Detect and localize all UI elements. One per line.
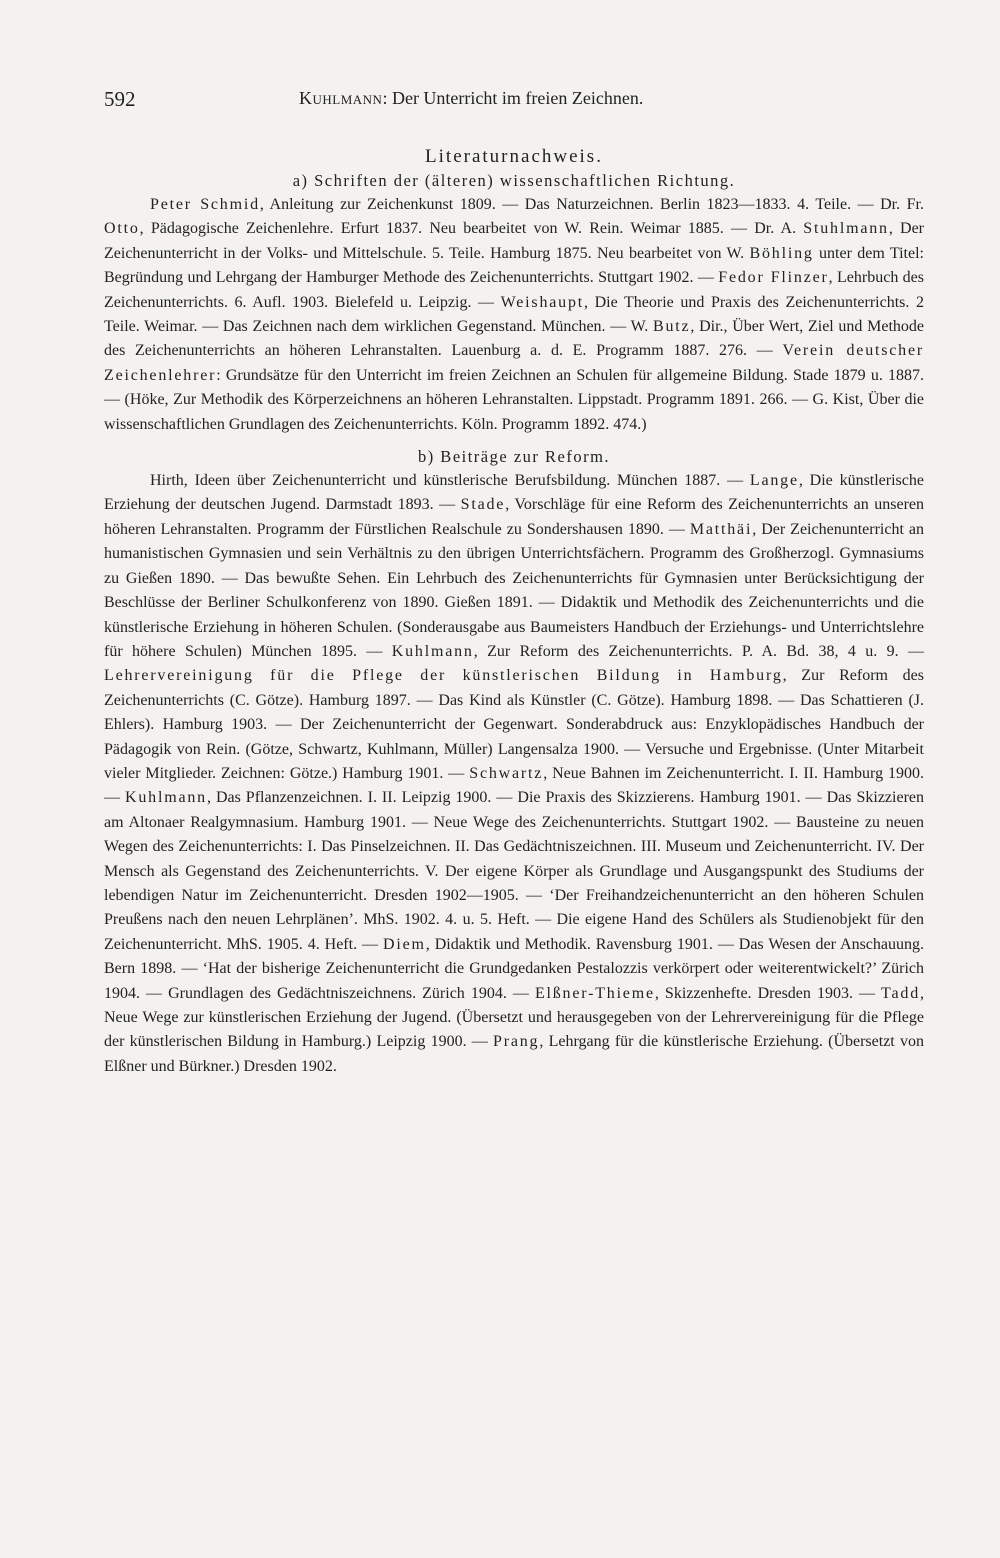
spaced-name: Elßner-Thieme	[534, 984, 655, 1002]
spaced-name: Fedor Flinzer	[718, 269, 829, 287]
running-title-rest: : Der Unterricht im freien Zeichnen.	[382, 88, 644, 108]
subheading-b: b) Beiträge zur Reform.	[417, 447, 611, 467]
text-run: , Der Zeichenunterricht in der Volks- und Mittelschule. 5. Teile. Hamburg 1875. Neu bearbeitet von W.	[104, 220, 925, 262]
spaced-name: Diem	[383, 935, 426, 953]
text-run: unter dem Titel: Begründung und Lehrgang der Hamburger Methode des Zeichenunterrichts. Stuttgart 1902. —	[104, 244, 924, 287]
spaced-name: Otto	[104, 220, 140, 238]
running-header	[104, 87, 924, 117]
spaced-name: Schwartz	[469, 764, 544, 782]
text-run: , Lehrgang für die künstlerische Erziehung. (Übersetzt von Elßner und Bürkner.) Dresden 1902.	[104, 1033, 924, 1075]
text-run: , Pädagogische Zeichenlehre. Erfurt 1837. Neu bearbeitet von W. Rein. Weimar 1885. — Dr. A.	[139, 220, 804, 238]
text-run: , Das Pflanzenzeichnen. I. II. Leipzig 1900. — Die Praxis des Skizzierens. Hamburg 1901. — Das Skizzieren am Altonaer Realgymnasium. Hamburg 1901. — Neue Wege des Zeichenunterrichts. Stuttgart 1902. — Bausteine zu neuen Wegen des Zeichenunterrichts: I. Das Pinselzeichnen. II. Das Gedächtniszeichnen. III. Museum und Zeichenunterricht. IV. Der Mensch als Gegenstand des Zeichenunterrichts. V. Der eigene Körper als Grundlage und Ausgangspunkt des Studiums der lebendigen Natur im Zeichenunterricht. Dresden 1902—1905. — ‘Der Freihandzeichenunterricht an den höheren Schulen Preußens nach den neuen Lehrplänen’. MhS. 1902. 4. u. 5. Heft. — Die eigene Hand des Schülers als Studienobjekt für den Zeichenunterricht. MhS. 1905. 4. Heft. —	[104, 789, 925, 953]
text-run: Hirth, Ideen über Zeichenunterricht und künstlerische Berufsbildung. München 1887. —	[150, 472, 750, 490]
running-title-author: Kuhlmann	[299, 88, 383, 108]
running-title	[299, 88, 643, 109]
spaced-name: Weishaupt	[500, 293, 584, 311]
spaced-name: Stade	[460, 496, 506, 514]
spaced-name: Peter Schmid	[150, 196, 260, 213]
spaced-name: Butz	[652, 318, 691, 336]
spaced-name: Matthäi	[689, 520, 753, 538]
text-run: , Zur Reform des Zeichenunterrichts (C. Götze). Hamburg 1897. — Das Kind als Künstler (C. Götze). Hamburg 1898. — Das Schattieren (J. Ehlers). Hamburg 1903. — Der Zeichenunterricht der Gegenwart. Sonderabdruck aus: Enzyklopädisches Handbuch der Pädagogik von Rein. (Götze, Schwartz, Kuhlmann, Müller) Langensalza 1900. — Versuche und Ergebnisse. (Unter Mitarbeit vieler Mitglieder. Zeichnen: Götze.) Hamburg 1901. —	[104, 667, 924, 782]
text-run: , Zur Reform des Zeichenunterrichts. P. A. Bd. 38, 4 u. 9. —	[473, 642, 925, 660]
text-run: : Grundsätze für den Unterricht im freien Zeichnen an Schulen für allgemeine Bildung. Stade 1879 u. 1887. — (Höke, Zur Methodik des Körperzeichnens an höheren Lehranstalten. Lippstadt. Programm 1891. 266. — G. Kist, Über die wissenschaftlichen Grundlagen des Zeichenunterrichts. Köln. Programm 1892. 474.)	[104, 366, 924, 433]
text-run: , Didaktik und Methodik. Ravensburg 1901. — Das Wesen der Anschauung. Bern 1898. — ‘Hat der bisherige Zeichenunterricht die Grundgedanken Pestalozzis verkörpert oder weiterentwickelt?’ Zürich 1904. — Grundlagen des Gedächtniszeichnens. Zürich 1904. —	[104, 935, 924, 1002]
spaced-name: Kuhlmann	[391, 642, 474, 660]
text-run: , Der Zeichenunterricht an humanistischen Gymnasien und sein Verhältnis zu den übrigen Unterrichtsfächern. Programm des Großherzogl. Gymnasiums zu Gießen 1890. — Das bewußte Sehen. Ein Lehrbuch des Zeichenunterrichts für Gymnasien unter Berücksichtigung der Beschlüsse der Berliner Schulkonferenz von 1890. Gießen 1891. — Didaktik und Methodik des Zeichenunterrichts und die künstlerische Erziehung in höheren Schulen. (Sonderausgabe aus Baumeisters Handbuch der Erziehungs- und Unterrichtslehre für höhere Schulen) München 1895. —	[104, 520, 924, 660]
text-run: , Neue Wege zur künstlerischen Erziehung der Jugend. (Übersetzt und herausgegeben von der Lehrervereinigung für die Pflege der künstlerischen Bildung in Hamburg.) Leipzig 1900. —	[104, 984, 925, 1051]
text-run: , Vorschläge für eine Reform des Zeichenunterrichts an unseren höheren Lehranstalten. Programm der Fürstlichen Realschule zu Sondershausen 1890. —	[104, 496, 924, 538]
text-run: , Skizzenhefte. Dresden 1903. —	[654, 984, 882, 1002]
page-content	[104, 145, 924, 1079]
text-run: , Lehrbuch des Zeichenunterrichts. 6. Aufl. 1903. Bielefeld u. Leipzig. —	[104, 269, 924, 311]
text-run: , Neue Bahnen im Zeichenunterricht. I. II. Hamburg 1900. —	[104, 764, 925, 807]
spaced-name: Verein deutscher Zeichenlehrer	[104, 342, 924, 384]
bibliography-paragraph-b	[104, 469, 924, 1079]
bibliography-paragraph-a	[104, 193, 924, 437]
spaced-name: Prang	[493, 1033, 540, 1051]
spaced-name: Tadd	[881, 984, 921, 1002]
spaced-name: Stuhlmann	[803, 220, 889, 238]
page-number: 592	[104, 87, 136, 111]
spaced-name: Lange	[749, 472, 799, 490]
text-run: , Die Theorie und Praxis des Zeichenunterrichts. 2 Teile. Weimar. — Das Zeichnen nach dem wirklichen Gegenstand. München. — W.	[104, 293, 924, 336]
spaced-name: Kuhlmann	[125, 789, 207, 807]
spaced-name: Lehrervereinigung für die Pflege der künstlerischen Bildung in Hamburg	[104, 667, 783, 685]
text-run: , Die künstlerische Erziehung der deutschen Jugend. Darmstadt 1893. —	[104, 472, 924, 514]
section-heading: Literaturnachweis.	[425, 146, 603, 167]
spaced-name: Böhling	[749, 244, 814, 262]
text-run: , Anleitung zur Zeichenkunst 1809. — Das Naturzeichnen. Berlin 1823—1833. 4. Teile. — Dr. Fr.	[259, 196, 924, 213]
text-run: , Dir., Über Wert, Ziel und Methode des Zeichenunterrichts an höheren Lehranstalten. Lauenburg a. d. E. Programm 1887. 276. —	[104, 318, 924, 360]
subheading-a: a) Schriften der (älteren) wissenschaftlichen Richtung.	[292, 171, 736, 190]
